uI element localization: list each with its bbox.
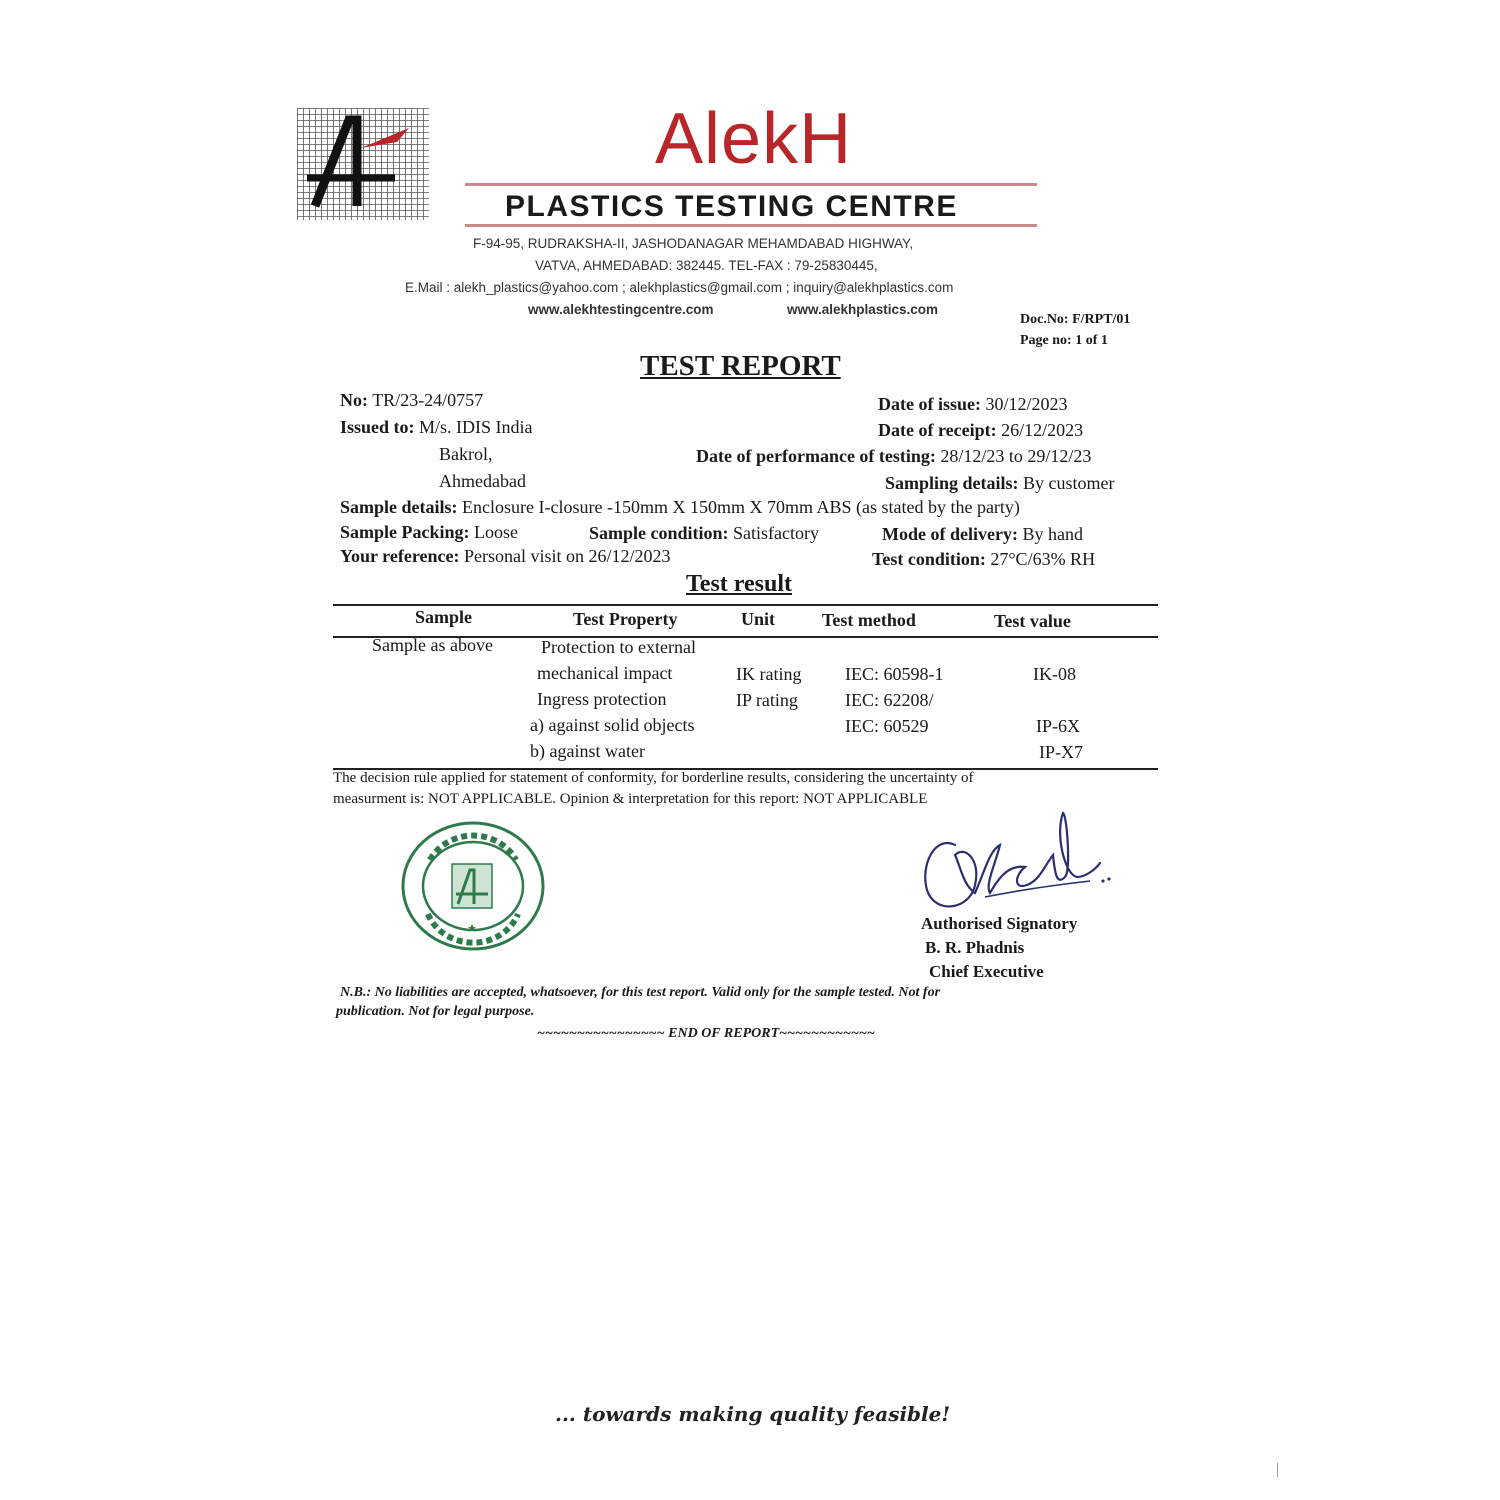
date-of-performance-value: 28/12/23 to 29/12/23 [940, 446, 1092, 466]
mode-of-delivery-label: Mode of delivery: [882, 524, 1018, 544]
report-number [340, 390, 483, 411]
address-line-2: VATVA, AHMEDABAD: 382445. TEL-FAX : 79-25830445, [535, 258, 878, 273]
end-of-report: ~~~~~~~~~~~~~~~~ END OF REPORT~~~~~~~~~~~~ [537, 1026, 875, 1041]
nb-line-2: publication. Not for legal purpose. [336, 1004, 535, 1019]
cell-sample: Sample as above [372, 635, 493, 655]
brand-name: AlekH [655, 99, 853, 179]
sampling-details [885, 473, 1115, 494]
sample-details-value: Enclosure I-closure -150mm X 150mm X 70mm ABS (as stated by the party) [462, 497, 1020, 517]
page-number: Page no: 1 of 1 [1020, 333, 1108, 348]
address-line-1: F-94-95, RUDRAKSHA-II, JASHODANAGAR MEHAMDABAD HIGHWAY, [473, 236, 914, 251]
sample-condition [589, 523, 819, 544]
nb-line-1: N.B.: No liabilities are accepted, whatsoever, for this test report. Valid only for the sample tested. Not for [340, 985, 941, 1000]
website-link-1[interactable]: www.alekhtestingcentre.com [528, 302, 714, 317]
date-of-receipt-label: Date of receipt: [878, 420, 997, 440]
cell-unit-2: IP rating [736, 690, 798, 710]
cell-property-3: Ingress protection [537, 689, 667, 709]
signatory-title: Authorised Signatory [921, 914, 1078, 933]
header-rule-bottom [465, 224, 1037, 227]
doc-number: Doc.No: F/RPT/01 [1020, 312, 1131, 327]
sample-condition-value: Satisfactory [733, 523, 820, 543]
date-of-performance-label: Date of performance of testing: [696, 446, 936, 466]
cell-method-3: IEC: 60529 [845, 716, 929, 736]
cell-value-2: IP-6X [1036, 716, 1080, 736]
decision-rule-line-1: The decision rule applied for statement of conformity, for borderline results, considering the uncertainty of [333, 770, 974, 786]
issued-to-label: Issued to: [340, 417, 415, 437]
issued-to-line-2: Bakrol, [439, 444, 493, 464]
cell-property-1: Protection to external [541, 637, 696, 657]
table-top-rule [333, 604, 1158, 606]
issued-to-value: M/s. IDIS India [419, 417, 533, 437]
date-of-performance [696, 446, 1091, 467]
cell-unit-1: IK rating [736, 664, 802, 684]
your-reference [340, 546, 670, 567]
header-unit: Unit [741, 609, 776, 629]
your-reference-label: Your reference: [340, 546, 460, 566]
cell-property-4: a) against solid objects [530, 715, 695, 735]
header-test-value: Test value [994, 611, 1071, 631]
test-condition-label: Test condition: [872, 549, 986, 569]
sample-packing [340, 522, 518, 543]
test-result-title: Test result [686, 571, 793, 597]
issued-to-line-3: Ahmedabad [439, 471, 526, 491]
cell-method-2: IEC: 62208/ [845, 690, 934, 710]
company-stamp [400, 820, 546, 952]
header-test-property: Test Property [573, 609, 678, 629]
sample-packing-label: Sample Packing: [340, 522, 470, 542]
test-condition [872, 549, 1095, 570]
company-logo [297, 108, 429, 220]
date-of-issue-label: Date of issue: [878, 394, 981, 414]
date-of-issue-value: 30/12/2023 [985, 394, 1068, 414]
mode-of-delivery [882, 524, 1083, 545]
cell-value-1: IK-08 [1033, 664, 1076, 684]
sampling-details-label: Sampling details: [885, 473, 1019, 493]
cell-value-3: IP-X7 [1039, 742, 1083, 762]
report-title: TEST REPORT [640, 350, 841, 382]
tagline: ... towards making quality feasible! [555, 1402, 951, 1426]
email-line: E.Mail : alekh_plastics@yahoo.com ; alekhplastics@gmail.com ; inquiry@alekhplastics.com [405, 280, 954, 295]
date-of-receipt-value: 26/12/2023 [1001, 420, 1084, 440]
cell-property-2: mechanical impact [537, 663, 673, 683]
sample-details [340, 497, 1020, 518]
decision-rule-line-2: measurment is: NOT APPLICABLE. Opinion & interpretation for this report: NOT APPLICABLE [333, 791, 928, 807]
report-number-value: TR/23-24/0757 [372, 390, 484, 410]
sampling-details-value: By customer [1023, 473, 1115, 493]
website-link-2[interactable]: www.alekhplastics.com [787, 302, 939, 317]
your-reference-value: Personal visit on 26/12/2023 [463, 546, 671, 566]
cell-method-1: IEC: 60598-1 [845, 664, 944, 684]
issued-to [340, 417, 533, 438]
header-sample: Sample [415, 607, 473, 627]
date-of-receipt [878, 420, 1083, 441]
header-rule-top [465, 183, 1037, 186]
sample-details-label: Sample details: [340, 497, 458, 517]
report-number-label: No: [340, 390, 368, 410]
sample-condition-label: Sample condition: [589, 523, 729, 543]
test-condition-value: 27°C/63% RH [990, 549, 1096, 569]
cell-property-5: b) against water [530, 741, 645, 761]
sample-packing-value: Loose [474, 522, 519, 542]
handwritten-signature [915, 805, 1115, 920]
centre-name: PLASTICS TESTING CENTRE [505, 190, 958, 223]
mode-of-delivery-value: By hand [1022, 524, 1083, 544]
scan-mark [1277, 1463, 1278, 1477]
date-of-issue [878, 394, 1068, 415]
header-test-method: Test method [822, 610, 916, 630]
signatory-designation: Chief Executive [929, 962, 1044, 981]
signatory-name: B. R. Phadnis [925, 938, 1025, 957]
